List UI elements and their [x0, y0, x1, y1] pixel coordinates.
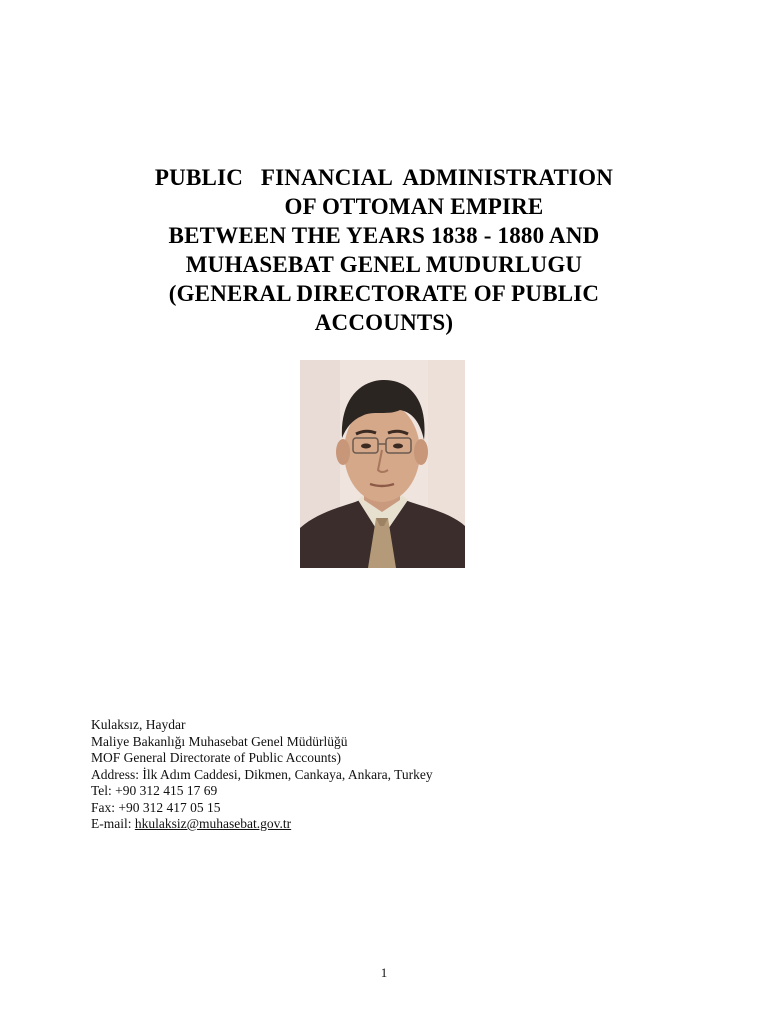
author-portrait-photo — [300, 360, 465, 568]
email-line — [91, 816, 433, 833]
email-label: E-mail: — [91, 816, 135, 831]
address-line: Address: İlk Adım Caddesi, Dikmen, Cankaya, Ankara, Turkey — [91, 766, 433, 782]
organization-english: MOF General Directorate of Public Accounts) — [91, 750, 342, 765]
title-line-6: ACCOUNTS) — [314, 310, 454, 335]
organization-turkish: Maliye Bakanlığı Muhasebat Genel Müdürlüğü — [91, 733, 348, 749]
author-contact-block — [91, 717, 433, 833]
title-line-5: (GENERAL DIRECTORATE OF PUBLIC — [168, 281, 600, 306]
author-name: Kulaksız, Haydar — [91, 717, 186, 732]
telephone-line: Tel: +90 312 415 17 69 — [91, 783, 218, 798]
email-link[interactable]: hkulaksiz@muhasebat.gov.tr — [134, 816, 292, 831]
title-line-4: MUHASEBAT GENEL MUDURLUGU — [185, 252, 583, 277]
title-line-1: PUBLIC FINANCIAL ADMINISTRATION — [154, 165, 614, 190]
title-line-3: BETWEEN THE YEARS 1838 - 1880 AND — [168, 223, 600, 248]
page-number: 1 — [380, 965, 388, 980]
fax-line: Fax: +90 312 417 05 15 — [91, 799, 221, 815]
title-line-2: OF OTTOMAN EMPIRE — [284, 194, 544, 219]
